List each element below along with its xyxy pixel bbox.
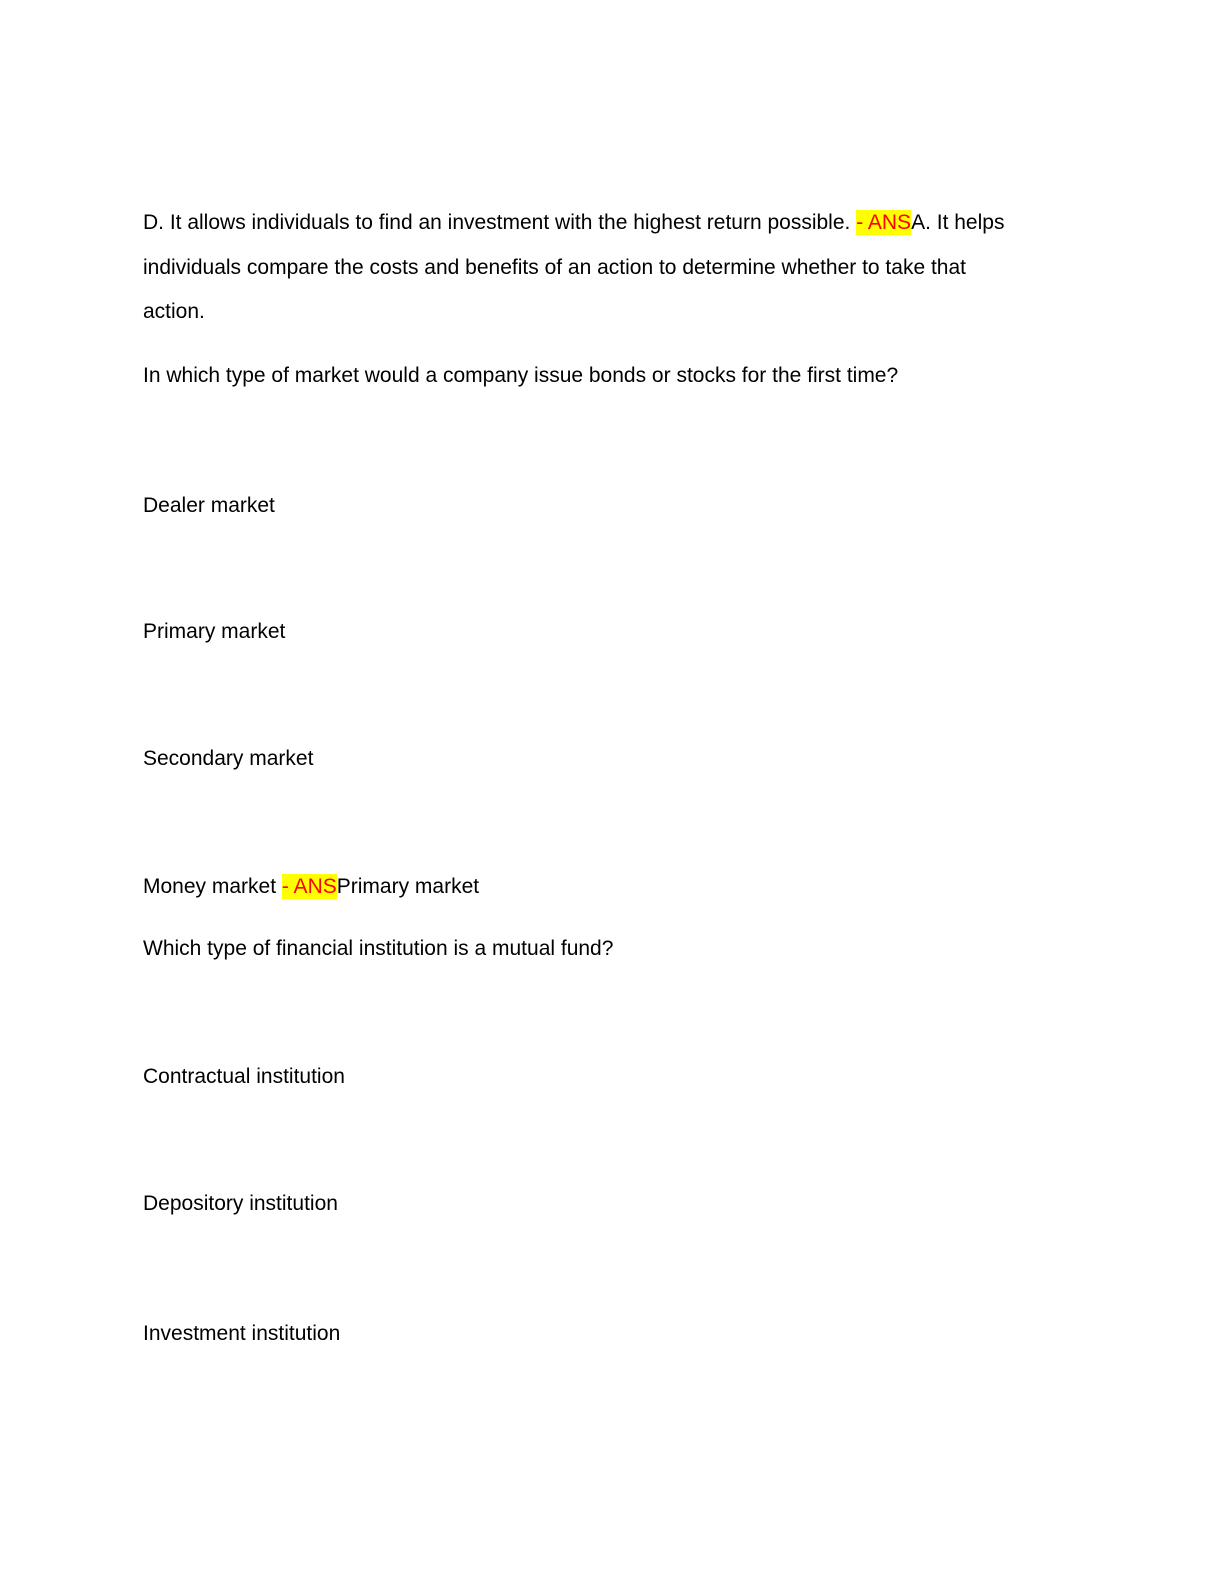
option-secondary-market — [143, 746, 313, 772]
option-text: Investment institution — [143, 1322, 341, 1345]
option-contractual-institution — [143, 1064, 345, 1090]
option-text: Secondary market — [143, 747, 314, 770]
qa-pair-line-2 — [143, 255, 966, 281]
option-text: Primary market — [143, 620, 286, 643]
answer-primary-market-text: Primary market — [336, 875, 480, 898]
option-primary-market — [143, 619, 285, 645]
question-bonds-stocks — [143, 363, 898, 389]
option-text: Depository institution — [143, 1192, 338, 1215]
answer-a-text-line-3: action. — [143, 300, 205, 323]
qa-pair-line-3 — [143, 299, 205, 325]
option-text: Dealer market — [143, 494, 275, 517]
ans-marker-highlight: - ANS — [281, 875, 337, 898]
option-d-text: D. It allows individuals to find an investment with the highest return possible. — [143, 211, 857, 234]
ans-marker-highlight: - ANS — [856, 211, 912, 234]
question-text: Which type of financial institution is a mutual fund? — [143, 937, 614, 960]
question-text: In which type of market would a company issue bonds or stocks for the first time? — [143, 364, 899, 387]
question-mutual-fund — [143, 936, 613, 962]
option-investment-institution — [143, 1321, 340, 1347]
answer-a-intro-text: A. It helps — [911, 211, 1005, 234]
answer-a-text-line-2: individuals compare the costs and benefits of an action to determine whether to take that — [143, 256, 966, 279]
option-dealer-market — [143, 493, 275, 519]
option-text: Contractual institution — [143, 1065, 345, 1088]
option-money-market-text: Money market — [143, 875, 282, 898]
option-depository-institution — [143, 1191, 338, 1217]
option-money-market-with-answer — [143, 874, 479, 900]
qa-pair-line-1 — [143, 210, 1004, 236]
